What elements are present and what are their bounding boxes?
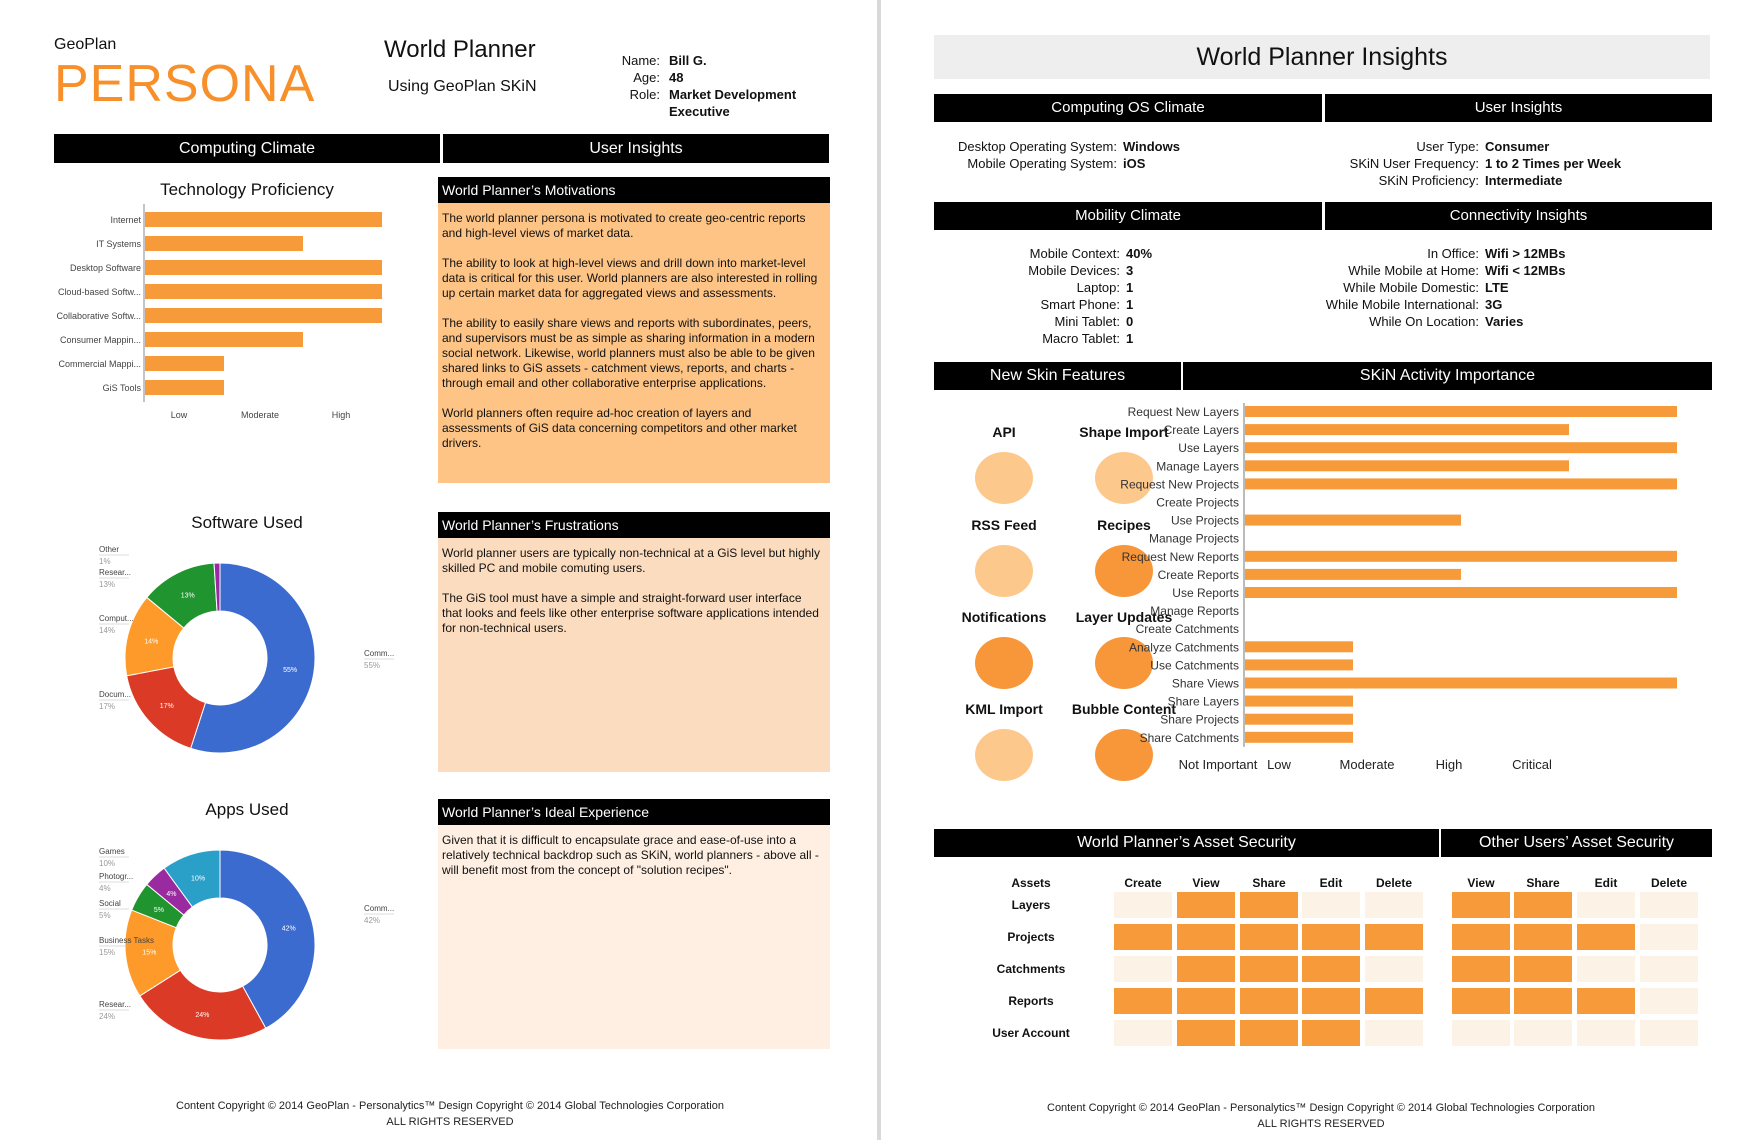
tick-label: Collaborative Softw... [56,311,141,321]
x-tick-label: Critical [1512,756,1552,772]
profile-key: Age: [633,70,660,85]
asset-label: Layers [1011,898,1051,912]
tick-label: Desktop Software [69,263,141,273]
feature-label: API [992,424,1016,440]
bar [1245,641,1353,652]
bar [1245,551,1677,562]
info-value: 1 [1126,331,1134,346]
slice-percent: 24% [195,1011,210,1019]
permission-cell [1514,988,1572,1014]
bar [1245,732,1353,743]
asset-label: Catchments [996,962,1066,976]
info-value: 1 [1126,297,1134,312]
permission-cell [1177,1020,1235,1046]
permission-cell [1365,924,1423,950]
software-used-chart [54,510,440,775]
bar [145,356,224,371]
slice-label: Comput... [99,614,134,623]
slice-label: Photogr... [99,872,134,881]
permission-cell [1302,924,1360,950]
tick-label: Manage Projects [1148,531,1239,546]
chart-title: Technology Proficiency [160,180,334,199]
info-key: Laptop: [1076,280,1120,295]
info-value: Wifi > 12MBs [1485,246,1566,261]
feature-label: Bubble Content [1071,701,1177,717]
asset-label: Reports [1008,994,1054,1008]
motivations-title: World Planner’s Motivations [438,177,830,203]
slice-label: Docum... [99,690,132,699]
bar [1245,424,1569,435]
bar [1245,714,1353,725]
tick-label: Use Layers [1178,441,1239,456]
bar [145,284,382,299]
asset-label: User Account [992,1026,1070,1040]
permission-cell [1302,988,1360,1014]
profile-value: 48 [669,70,684,85]
bar [1245,460,1569,471]
permission-header: Delete [1650,876,1688,890]
slice-label: Resear... [99,1000,132,1009]
info-key: Mobile Context: [1029,246,1120,261]
footer [40,1098,860,1130]
slice-label: Resear... [99,568,132,577]
profile-value: Bill G. [669,53,707,68]
asset-label: Projects [1007,930,1055,944]
permission-cell [1177,956,1235,982]
profile-key: Name: [621,53,660,68]
permission-cell [1577,924,1635,950]
bar [145,236,303,251]
info-value: 1 to 2 Times per Week [1485,156,1622,171]
info-row [1325,138,1549,155]
header-activity-importance: SKiN Activity Importance [1183,362,1712,390]
feature-importance-dot [975,637,1033,689]
frustrations-title: World Planner’s Frustrations [438,512,830,538]
tick-label: Create Projects [1156,495,1239,510]
info-key: While Mobile International: [1325,297,1479,312]
tick-label: Share Catchments [1139,730,1239,745]
frustrations-text [438,538,830,772]
page-subtitle: Using GeoPlan SKiN [388,78,537,95]
tick-label: Share Layers [1167,694,1239,709]
tick-label: Request New Layers [1127,405,1239,419]
info-key: SKiN Proficiency: [1378,173,1479,188]
info-key: SKiN User Frequency: [1349,156,1479,171]
tick-label: IT Systems [96,239,141,249]
slice-percent: 14% [144,638,159,646]
chart-title: Software Used [191,513,303,532]
persona-page [0,0,877,1140]
permission-cell [1302,892,1360,918]
permission-cell [1577,956,1635,982]
header-new-features: New Skin Features [934,362,1181,390]
slice-label: Social [99,899,121,908]
footer-copyright: Content Copyright © 2014 GeoPlan - Personalytics™ Design Copyright © 2014 Global Technologies Corporation [176,1100,724,1112]
paragraph: The ability to easily share views and reports with subordinates, peers, and supervisors must be as simple as sharing information in a modern social network. Likewise, world planners must also be able to be given shared links to GiS assets - catchment views, reports, and charts - through email and other collaborative enterprise applications. [442,316,815,390]
permission-cell [1114,924,1172,950]
permission-cell [1302,1020,1360,1046]
tick-label: Cloud-based Softw... [57,287,141,297]
page-title: World Planner [384,36,536,63]
permission-cell [1640,892,1698,918]
bar [1245,569,1461,580]
bar [1245,478,1677,489]
feature-label: Notifications [961,609,1047,625]
brand-label: GeoPlan [54,36,117,53]
slice-percent: 4% [166,891,177,899]
x-tick-label: High [331,410,351,420]
bar [145,380,224,395]
bar [1245,659,1353,670]
permission-cell [1452,1020,1510,1046]
tick-label: Analyze Catchments [1128,640,1239,655]
profile [600,52,830,120]
slice-value: 13% [99,580,116,589]
permission-header: Create [1124,876,1162,890]
permission-header: Share [1526,876,1560,890]
x-tick-label: Low [170,410,188,420]
permission-cell [1577,892,1635,918]
tick-label: Manage Layers [1156,459,1239,474]
permission-cell [1640,1020,1698,1046]
tick-label: Internet [110,215,141,225]
header-os-climate: Computing OS Climate [934,94,1322,122]
header-computing-climate: Computing Climate [54,134,440,163]
info-row [1325,172,1562,189]
tick-label: Share Projects [1160,712,1239,727]
feature-importance-dot [975,545,1033,597]
info-key: Mini Tablet: [1054,314,1120,329]
info-key: While On Location: [1369,314,1479,329]
info-value: 3 [1126,263,1134,278]
slice-value: 14% [99,626,116,635]
ideal-title: World Planner’s Ideal Experience [438,799,830,825]
slice-value: 42% [364,916,381,925]
insights-title: World Planner Insights [934,35,1710,79]
footer-rights: ALL RIGHTS RESERVED [386,1116,514,1128]
header-mobility: Mobility Climate [934,202,1322,230]
info-row [1325,296,1502,313]
feature-item [939,424,1069,504]
bar [1245,515,1461,526]
permission-cell [1577,1020,1635,1046]
insights-page [881,0,1760,1140]
slice-value: 15% [99,948,116,957]
info-row [1325,313,1523,330]
feature-item [939,517,1069,597]
slice-percent: 13% [180,592,195,600]
info-value: 40% [1126,246,1153,261]
permission-cell [1114,1020,1172,1046]
permission-cell [1177,892,1235,918]
tick-label: Use Catchments [1150,658,1239,673]
slice-label: Other [99,545,120,554]
slice-percent: 5% [153,906,164,914]
paragraph: The ability to look at high-level views and drill down into market-level data is critical for this user. World planners are also interested in rolling up certain market data for aggregated views and assessments. [442,256,818,300]
bar [145,308,382,323]
profile-value: Market Development Executive [669,87,797,119]
paragraph: World planner users are typically non-technical at a GiS level but highly skilled PC and mobile comuting users. [442,546,820,575]
bar [1245,587,1677,598]
permission-cell [1177,924,1235,950]
permission-header: Edit [1594,876,1618,890]
info-key: Smart Phone: [1040,297,1120,312]
profile-key: Role: [629,87,660,102]
permission-cell [1114,892,1172,918]
paragraph: World planners often require ad-hoc creation of layers and assessments of GiS data concerning competitors and other market drivers. [442,406,797,450]
feature-importance-dot [975,729,1033,781]
permission-cell [1365,988,1423,1014]
permission-cell [1365,892,1423,918]
apps-used-chart [54,797,440,1062]
bar [1245,696,1353,707]
header-connectivity: Connectivity Insights [1325,202,1712,230]
info-key: Desktop Operating System: [958,139,1117,154]
info-key: User Type: [1416,139,1479,154]
tick-label: Commercial Mappi... [58,359,141,369]
header-other-security: Other Users’ Asset Security [1441,829,1712,857]
tick-label: Consumer Mappin... [59,335,141,345]
tick-label: GiS Tools [102,383,141,393]
permission-cell [1514,1020,1572,1046]
footer [921,1100,1721,1132]
feature-item [939,701,1069,781]
slice-label: Comm... [364,904,395,913]
info-value: Varies [1485,314,1524,329]
tick-label: Create Catchments [1135,622,1239,637]
info-row [1001,279,1133,296]
tick-label: Request New Projects [1120,477,1239,492]
permission-cell [1640,924,1698,950]
motivations-text [438,203,830,483]
slice-value: 10% [99,859,116,868]
tick-label: Request New Reports [1121,549,1239,564]
info-row [1325,155,1621,172]
assets-label: Assets [1011,876,1051,890]
permission-header: Edit [1319,876,1343,890]
permission-cell [1640,988,1698,1014]
info-row [1001,262,1133,279]
bar [145,332,303,347]
permission-cell [1452,956,1510,982]
tick-label: Use Projects [1170,513,1239,528]
permission-cell [1177,988,1235,1014]
feature-label: KML Import [965,701,1043,717]
permission-cell [1240,956,1298,982]
slice-label: Comm... [364,649,395,658]
permission-header: View [1467,876,1495,890]
info-row [944,155,1145,172]
feature-label: RSS Feed [971,517,1037,533]
permission-cell [1240,988,1298,1014]
bar [1245,406,1677,417]
footer-rights: ALL RIGHTS RESERVED [1257,1118,1385,1130]
header-user-insights: User Insights [443,134,829,163]
feature-item [939,609,1069,689]
info-value: LTE [1485,280,1509,295]
info-row [1325,279,1509,296]
x-tick-label: Moderate [240,410,280,420]
info-row [944,138,1180,155]
feature-importance-dot [975,452,1033,504]
info-row [1325,245,1565,262]
permission-cell [1240,924,1298,950]
tick-label: Create Reports [1157,567,1239,582]
info-row [1001,296,1133,313]
info-value: 0 [1126,314,1134,329]
slice-percent: 55% [283,667,298,675]
ideal-text [438,825,830,1049]
info-row [1001,330,1133,347]
info-key: While Mobile at Home: [1348,263,1479,278]
permission-cell [1114,956,1172,982]
tick-label: Share Views [1171,676,1239,691]
tick-label: Create Layers [1163,423,1239,438]
permission-cell [1240,1020,1298,1046]
bar [145,260,382,275]
info-value: Windows [1123,139,1180,154]
slice-value: 24% [99,1012,116,1021]
slice-percent: 15% [142,949,157,957]
slice-percent: 10% [191,875,206,883]
permission-cell [1302,956,1360,982]
slice-percent: 42% [281,925,296,933]
permission-cell [1577,988,1635,1014]
slice-label: Business Tasks [99,936,154,945]
info-row [1325,262,1565,279]
info-key: While Mobile Domestic: [1343,280,1479,295]
permission-header: Share [1252,876,1286,890]
info-key: In Office: [1427,246,1479,261]
permission-cell [1452,988,1510,1014]
slice-value: 5% [99,911,111,920]
permission-cell [1114,988,1172,1014]
slice-label: Games [99,847,125,856]
slice-value: 4% [99,884,111,893]
feature-label: Shape Import [1079,424,1169,440]
paragraph: The world planner persona is motivated to create geo-centric reports and high-level views of market data. [442,211,806,240]
permission-cell [1514,956,1572,982]
info-row [1001,245,1152,262]
permission-cell [1452,924,1510,950]
info-value: Consumer [1485,139,1550,154]
header-own-security: World Planner’s Asset Security [934,829,1439,857]
bar [1245,678,1677,689]
bar [1245,442,1677,453]
info-key: Mobile Operating System: [967,156,1117,171]
slice-value: 55% [364,661,381,670]
header-user-insights: User Insights [1325,94,1712,122]
slice-value: 17% [99,702,116,711]
slice-value: 1% [99,557,111,566]
info-value: 1 [1126,280,1134,295]
feature-label: Layer Updates [1075,609,1173,625]
permission-cell [1514,924,1572,950]
slice-percent: 17% [159,702,174,710]
chart-title: Apps Used [205,800,289,819]
x-tick-label: Low [1267,756,1291,772]
permission-header: View [1192,876,1220,890]
info-row [1001,313,1133,330]
permission-cell [1365,1020,1423,1046]
x-tick-label: Moderate [1339,756,1395,772]
tick-label: Manage Reports [1150,604,1239,619]
paragraph: Given that it is difficult to encapsulate grace and ease-of-use into a relatively technical backdrop such as SKiN, world planners - above all - will benefit most from the concept of "solution recipes". [442,833,819,877]
persona-title: PERSONA [54,55,316,113]
info-value: 3G [1485,297,1503,312]
info-key: Macro Tablet: [1042,331,1120,346]
permission-cell [1240,892,1298,918]
paragraph: The GiS tool must have a simple and straight-forward user interface that looks and feels like other enterprise software applications intended for non-technical users. [442,591,819,635]
tech-proficiency-chart [54,174,440,444]
info-value: Intermediate [1485,173,1563,188]
info-value: iOS [1123,156,1146,171]
feature-label: Recipes [1097,517,1151,533]
permission-cell [1452,892,1510,918]
permission-cell [1640,956,1698,982]
permission-cell [1514,892,1572,918]
info-value: Wifi < 12MBs [1485,263,1566,278]
x-tick-label: High [1435,756,1463,772]
footer-copyright: Content Copyright © 2014 GeoPlan - Personalytics™ Design Copyright © 2014 Global Technologies Corporation [1047,1102,1595,1114]
permission-cell [1365,956,1423,982]
info-key: Mobile Devices: [1028,263,1120,278]
tick-label: Use Reports [1172,586,1239,600]
permission-header: Delete [1375,876,1413,890]
bar [145,212,382,227]
x-tick-label: Not Important [1178,756,1258,772]
